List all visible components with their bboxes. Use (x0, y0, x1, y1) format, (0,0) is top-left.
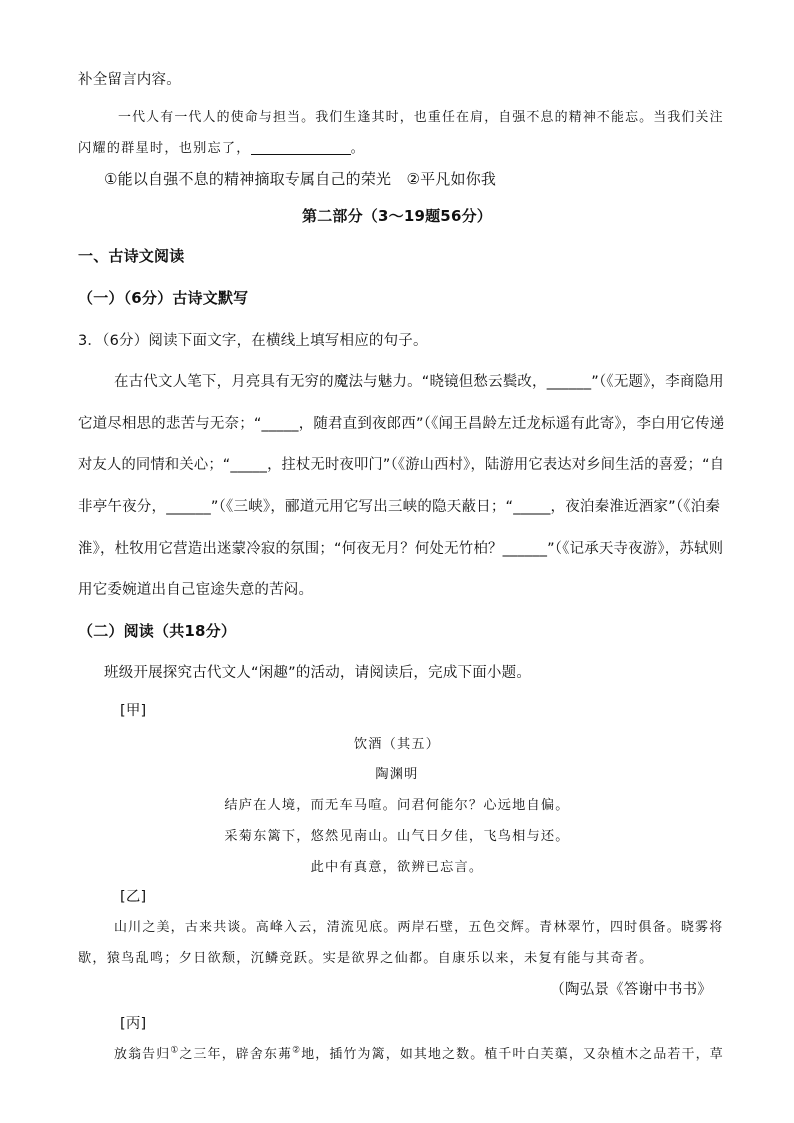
footnote-marker[interactable]: ① (170, 1045, 180, 1056)
footnote-marker[interactable]: ② (292, 1045, 302, 1056)
question-3-text-line: 用它委婉道出自己宦途失意的苦闷。 (78, 582, 314, 598)
subsection-title-2: （二）阅读（共18分） (78, 622, 237, 640)
question-3-text-line: 非亭午夜分，______”（《三峡》，郦道元用它写出三峡的隐天蔽日；“_____，夜泊秦淮近酒家”（《泊秦 (78, 499, 721, 515)
answer-options: ①能以自强不息的精神摘取专属自己的荣光 ②平凡如你我 (104, 170, 497, 188)
text-label-jia: [甲] (120, 703, 147, 719)
message-line-2-end: 。 (350, 141, 366, 156)
message-line-2 (78, 137, 365, 156)
prose-fragment: 地，插竹为篱，如其地之数。植千叶白芙蕖，又杂植木之品若干，草 (301, 1047, 724, 1062)
subsection-title-1: （一）（6分）古诗文默写 (78, 289, 249, 307)
question-3-text-line: 它道尽相思的悲苦与无奈；“_____，随君直到夜郎西”（《闻王昌龄左迁龙标遥有此寄》，李白用它传递 (78, 416, 725, 432)
poem-line: 结庐在人境，而无车马喧。问君何能尔？心远地自偏。 (224, 798, 570, 813)
poem-title: 饮酒（其五） (353, 737, 441, 752)
prose-line: 歇，猿鸟乱鸣；夕日欲颓，沉鳞竞跃。实是欲界之仙都。自康乐以来，未复有能与其奇者。 (78, 951, 654, 966)
prose-line (114, 1043, 724, 1062)
answer-blank[interactable] (251, 141, 351, 155)
question-3-text-line: 在古代文人笔下，月亮具有无穷的魔法与魅力。“晓镜但愁云鬓改，______”（《无题》，李商隐用 (114, 374, 724, 390)
poem-line: 此中有真意，欲辨已忘言。 (310, 860, 484, 875)
question-3-head: 3．（6分）阅读下面文字，在横线上填写相应的句子。 (78, 333, 428, 349)
reading-intro: 班级开展探究古代文人“闲趣”的活动，请阅读后，完成下面小题。 (104, 665, 532, 681)
text-label-yi: [乙] (120, 889, 147, 905)
poem-author: 陶渊明 (375, 767, 419, 782)
prose-line: 山川之美，古来共谈。高峰入云，清流见底。两岸石壁，五色交辉。青林翠竹，四时俱备。晓雾将 (114, 920, 724, 935)
text-label-bing: [丙] (120, 1016, 147, 1032)
fill-instruction: 补全留言内容。 (78, 72, 181, 88)
prose-source: （陶弘景《答谢中书书》 (550, 982, 712, 998)
message-line-1: 一代人有一代人的使命与担当。我们生逢其时，也重任在肩，自强不息的精神不能忘。当我们关注 (118, 110, 724, 125)
message-line-2-text: 闪耀的群星时，也别忘了， (78, 141, 251, 156)
prose-fragment: 之三年，辟舍东茀 (179, 1047, 293, 1062)
poem-line: 采菊东篱下，悠然见南山。山气日夕佳，飞鸟相与还。 (224, 829, 570, 844)
section-title: 一、古诗文阅读 (78, 247, 185, 265)
question-3-text-line: 淮》，杜牧用它营造出迷蒙冷寂的氛围；“何夜无月？何处无竹柏？______”（《记承天寺夜游》，苏轼则 (78, 541, 724, 557)
part-title: 第二部分（3～19题56分） (302, 207, 492, 225)
question-3-text-line: 对友人的同情和关心；“_____，拄杖无时夜叩门”（《游山西村》，陆游用它表达对乡间生活的喜爱；“自 (78, 457, 725, 473)
prose-fragment: 放翁告归 (114, 1047, 171, 1062)
